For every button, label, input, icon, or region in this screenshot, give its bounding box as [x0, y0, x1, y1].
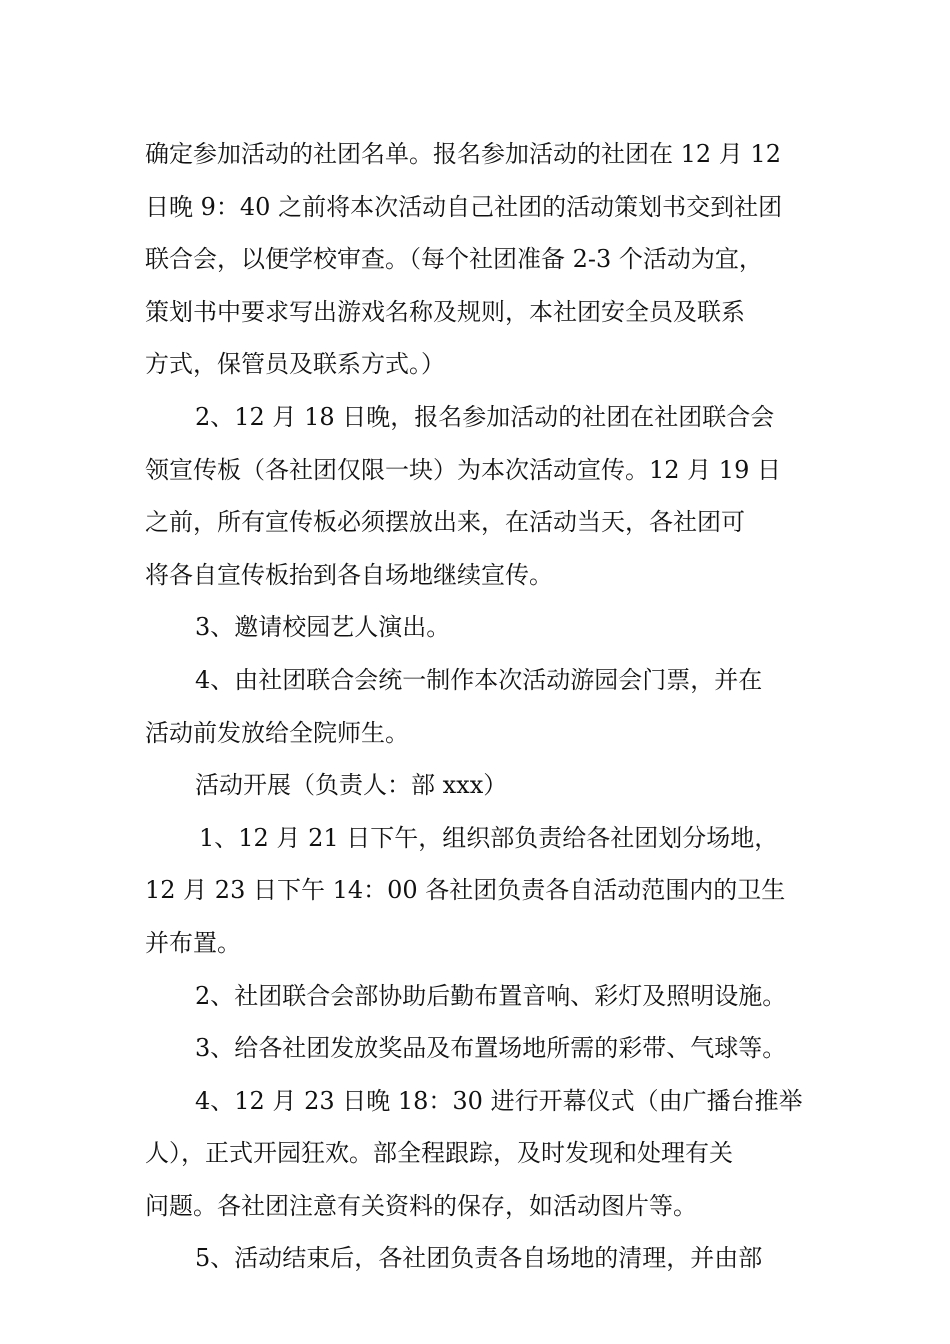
text-line-11: 4、由社团联合会统一制作本次活动游园会门票，并在 — [195, 665, 763, 694]
text-line-16: 并布置。 — [145, 928, 241, 957]
text-line-7: 领宣传板（各社团仅限一块）为本次活动宣传。12 月 19 日 — [145, 455, 781, 484]
section-heading: 活动开展（负责人：部 xxx） — [195, 771, 508, 800]
text-line-8: 之前，所有宣传板必须摆放出来，在活动当天，各社团可 — [145, 508, 745, 537]
text-line-6: 2、12 月 18 日晚，报名参加活动的社团在社团联合会 — [195, 402, 775, 431]
text-line-10: 3、邀请校园艺人演出。 — [195, 613, 451, 642]
text-line-22: 5、活动结束后，各社团负责各自场地的清理，并由部 — [195, 1244, 763, 1273]
text-line-20: 人），正式开园狂欢。部全程跟踪，及时发现和处理有关 — [145, 1139, 733, 1168]
text-line-5: 方式，保管员及联系方式。） — [145, 350, 445, 379]
text-line-4: 策划书中要求写出游戏名称及规则，本社团安全员及联系 — [145, 297, 745, 326]
text-line-14: 1、12 月 21 日下午，组织部负责给各社团划分场地， — [199, 823, 779, 852]
text-line-12: 活动前发放给全院师生。 — [145, 718, 409, 747]
text-line-17: 2、社团联合会部协助后勤布置音响、彩灯及照明设施。 — [195, 981, 787, 1010]
text-line-3: 联合会，以便学校审查。（每个社团准备 2-3 个活动为宜， — [145, 245, 763, 274]
text-line-21: 问题。各社团注意有关资料的保存，如活动图片等。 — [145, 1191, 697, 1220]
document-body — [145, 128, 815, 1285]
text-line-18: 3、给各社团发放奖品及布置场地所需的彩带、气球等。 — [195, 1034, 787, 1063]
text-line-15: 12 月 23 日下午 14：00 各社团负责各自活动范围内的卫生 — [145, 876, 786, 905]
text-line-1: 确定参加活动的社团名单。报名参加活动的社团在 12 月 12 — [145, 140, 781, 168]
text-line-9: 将各自宣传板抬到各自场地继续宣传。 — [145, 560, 553, 589]
text-line-19: 4、12 月 23 日晚 18：30 进行开幕仪式（由广播台推举 — [195, 1086, 803, 1115]
text-line-2: 日晚 9：40 之前将本次活动自己社团的活动策划书交到社团 — [145, 192, 783, 221]
